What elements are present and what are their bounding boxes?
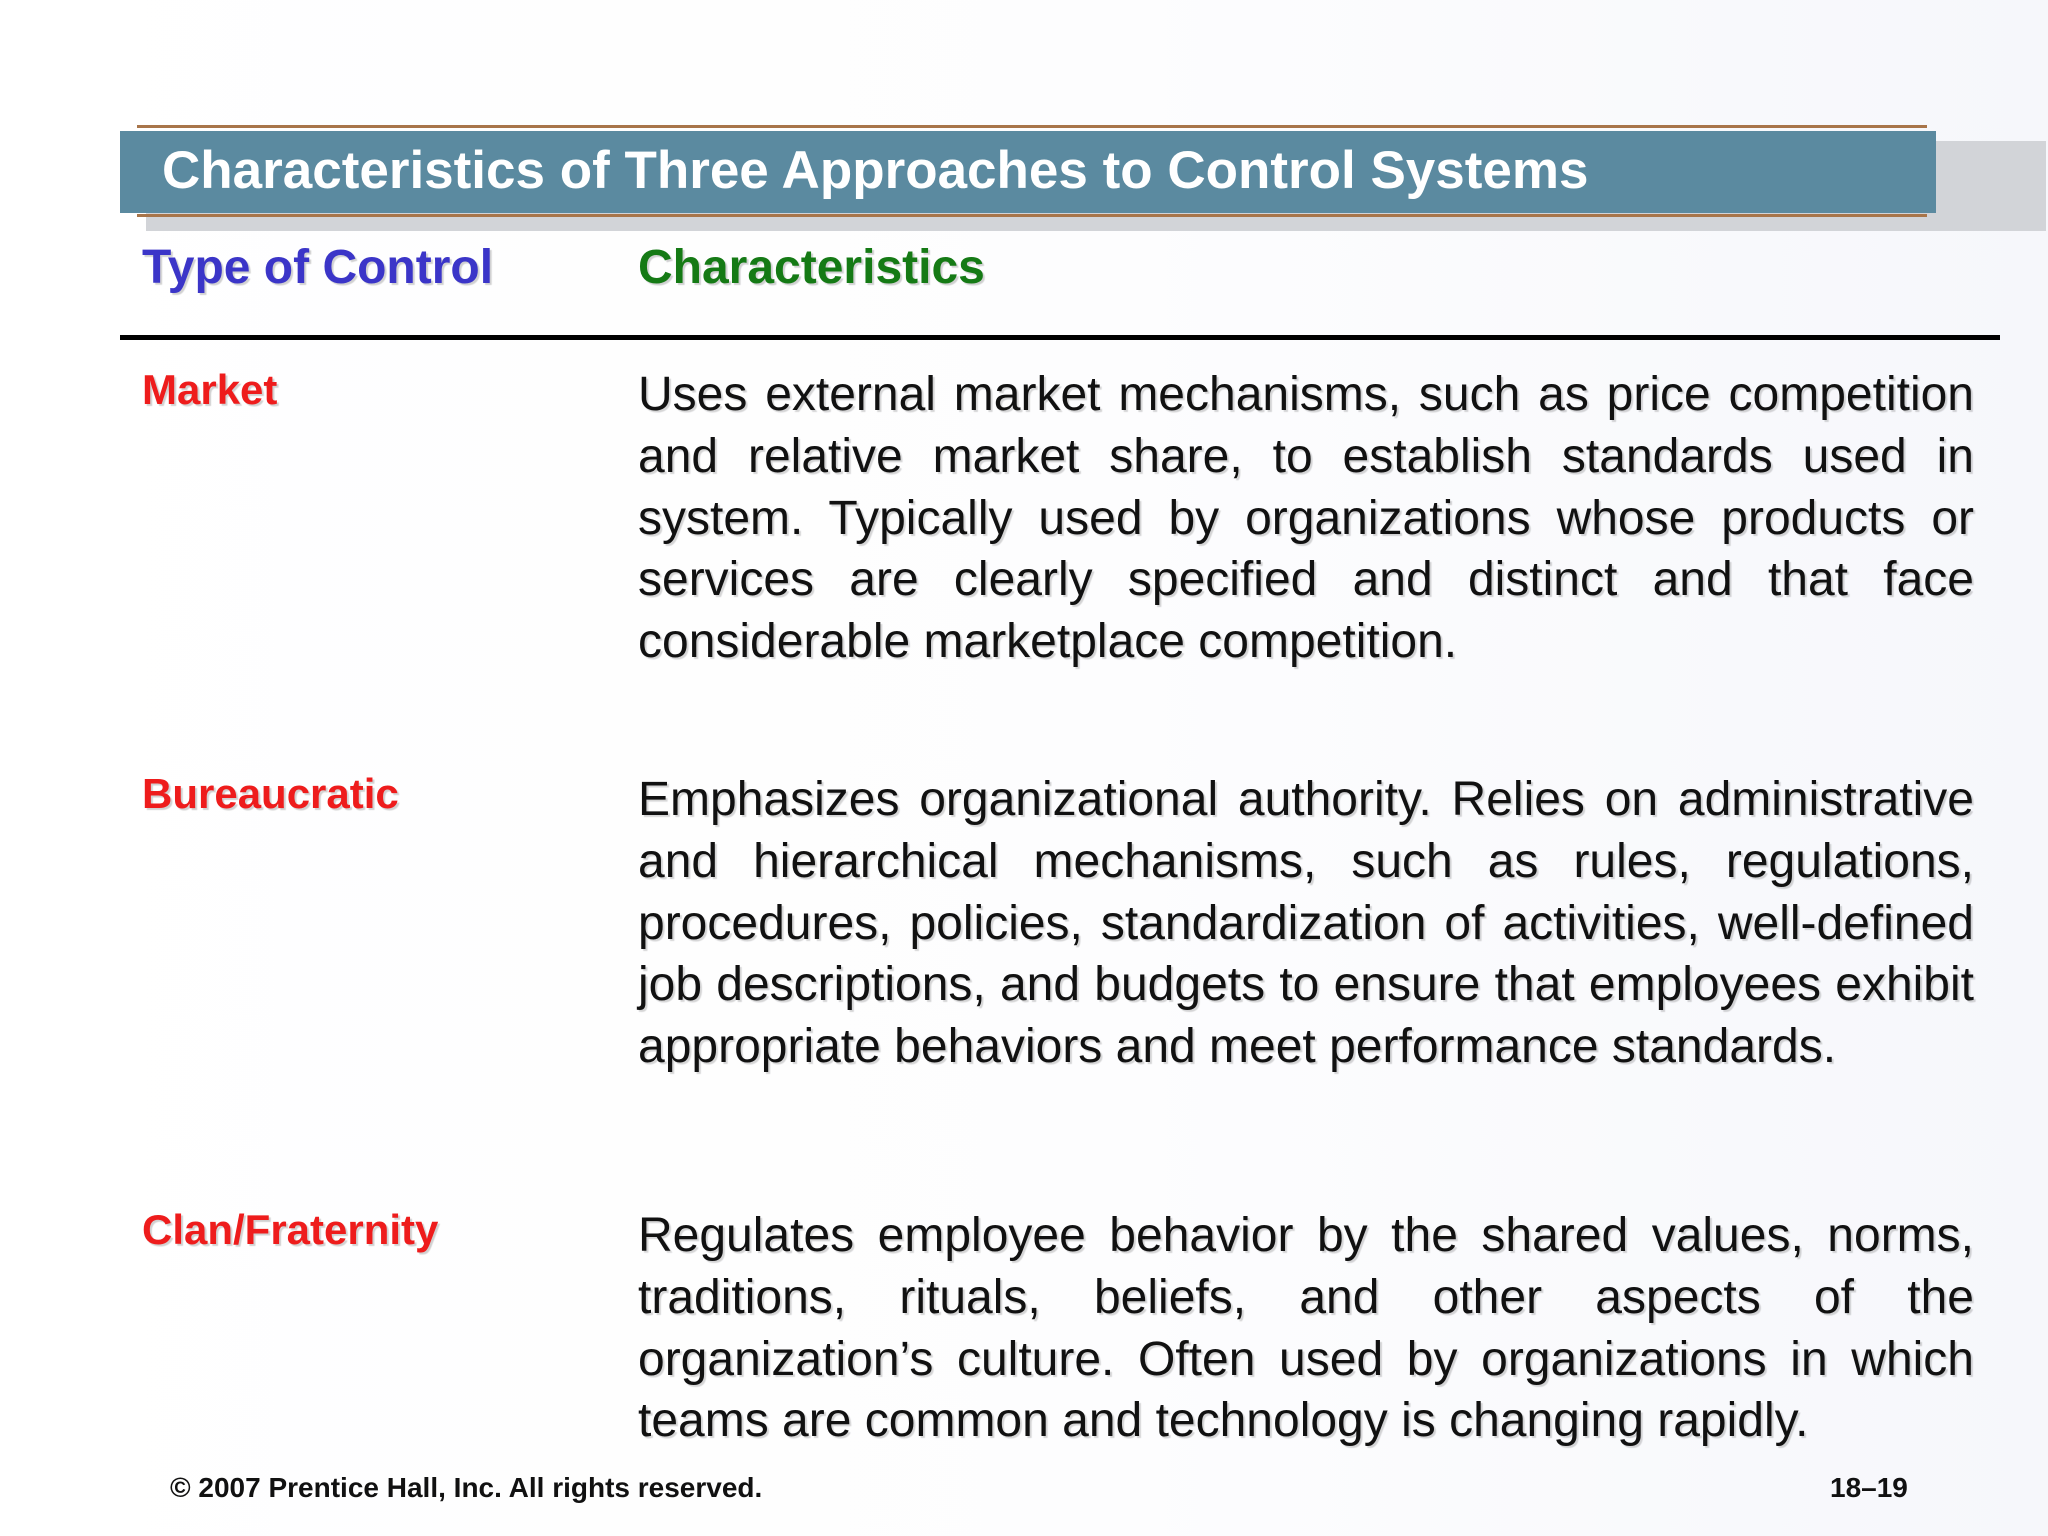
header-divider — [120, 335, 2000, 340]
row-description-clan-fraternity: Regulates employee behavior by the shared values, norms, traditions, rituals, beliefs, and other aspects of the organization’s culture. Often used by organizations in which teams are common and technology is changing rapidly. — [638, 1209, 1974, 1448]
row-description-market: Uses external market mechanisms, such as price competition and relative market share, to establish standards used in system. Typically used by organizations whose products or services are clearly specified and distinct and that face considerable marketplace competition. — [638, 368, 1974, 669]
column-header-type-of-control: Type of Control — [142, 241, 494, 294]
title-rule-bottom — [137, 214, 1927, 217]
footer-page-number: 18–19 — [1830, 1472, 1908, 1503]
footer-copyright: © 2007 Prentice Hall, Inc. All rights reserved. — [170, 1472, 763, 1503]
row-description-bureaucratic: Emphasizes organizational authority. Relies on administrative and hierarchical mechanisms, such as rules, regulations, procedures, policies, standardization of activities, well-defined job descriptions, and budgets to ensure that employees exhibit appropriate behaviors and meet performance standards. — [638, 773, 1974, 1074]
row-type-clan-fraternity: Clan/Fraternity — [142, 1206, 439, 1253]
slide-title: Characteristics of Three Approaches to Control Systems — [162, 141, 1589, 200]
row-type-bureaucratic: Bureaucratic — [142, 770, 399, 817]
column-header-characteristics: Characteristics — [638, 241, 985, 294]
row-type-market: Market — [142, 366, 278, 413]
title-rule-top — [137, 125, 1927, 128]
